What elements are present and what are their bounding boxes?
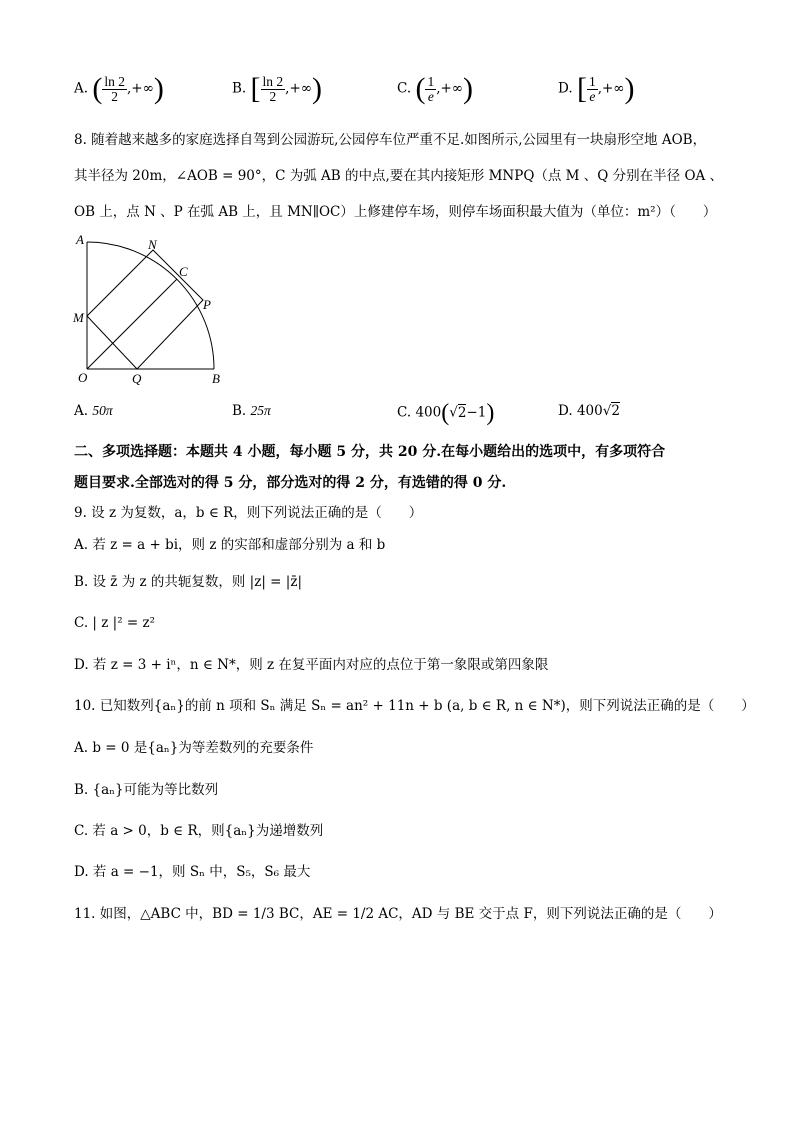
segment-oc (87, 279, 177, 369)
option-letter: A. (74, 80, 89, 97)
q7-option-c (397, 74, 473, 104)
option-letter: A. (74, 403, 89, 419)
label-n: N (148, 237, 157, 252)
fraction (261, 75, 286, 104)
option-letter: D. (558, 403, 573, 419)
close-paren: ) (463, 72, 474, 105)
q7-option-d (558, 74, 635, 104)
q8-option-b (232, 403, 271, 419)
fraction (425, 75, 436, 104)
label-b: B (212, 371, 220, 386)
q10-option-c: C. 若 a > 0，b ∈ R，则{aₙ}为递增数列 (74, 823, 324, 839)
q8-stem-line1: 8. 随着越来越多的家庭选择自驾到公园游玩,公园停车位严重不足.如图所示,公园里有一块扇形空地 AOB， (74, 132, 707, 148)
label-o: O (78, 370, 88, 385)
q9-option-d: D. 若 z = 3 + iⁿ，n ∈ N*，则 z 在复平面内对应的点位于第一象限或第四象限 (74, 657, 549, 673)
q8-stem-line2: 其半径为 20m，∠AOB = 90°，C 为弧 AB 的中点,要在其内接矩形 MNPQ（点 M 、Q 分别在半径 OA 、 (74, 168, 724, 184)
close-paren: ) (624, 72, 635, 105)
open-bracket: [ (250, 72, 261, 105)
fraction (102, 75, 127, 104)
interval-tail: ,+∞ (436, 80, 464, 97)
denominator: 2 (111, 88, 119, 104)
numerator: 1 (427, 73, 435, 89)
option-letter: C. (397, 80, 412, 97)
label-p: P (203, 297, 211, 312)
close-paren: ) (153, 72, 164, 105)
denominator: e (589, 88, 596, 104)
option-letter: C. (397, 404, 412, 421)
q8-stem-line3: OB 上，点 N 、P 在弧 AB 上，且 MN∥OC）上修建停车场，则停车场面积最大值为（单位：m²）（ ） (74, 204, 717, 220)
open-paren: ( (92, 72, 103, 105)
label-q: Q (132, 371, 142, 386)
option-letter: B. (232, 80, 247, 97)
numerator: ln 2 (104, 73, 125, 89)
section2-header-line2: 题目要求.全部选对的得 5 分，部分选对的得 2 分，有选错的得 0 分. (74, 475, 507, 491)
close-paren: ) (312, 72, 323, 105)
label-a: A (76, 232, 84, 247)
interval-tail: ,+∞ (597, 80, 625, 97)
close-paren: ) (486, 400, 495, 426)
q8-sector-figure (72, 232, 242, 392)
sqrt-sign: √ (449, 404, 458, 421)
q7-option-a (74, 74, 164, 104)
option-letter: B. (232, 403, 247, 419)
sqrt-sign: √ (602, 403, 612, 419)
minus-one: −1 (466, 404, 487, 421)
radicand: 2 (611, 403, 620, 419)
interval-tail: ,+∞ (126, 80, 154, 97)
denominator: 2 (269, 88, 277, 104)
q11-stem: 11. 如图，△ABC 中，BD = 1/3 BC，AE = 1/2 AC，AD 与 BE 交于点 F，则下列说法正确的是（ ） (74, 906, 722, 922)
label-m: M (73, 310, 84, 325)
q8-option-c (397, 398, 494, 428)
section2-header-line1: 二、多项选择题：本题共 4 小题，每小题 5 分，共 20 分.在每小题给出的选项中，有多项符合 (74, 444, 666, 460)
option-letter: D. (558, 80, 573, 97)
open-paren: ( (441, 400, 450, 426)
coefficient: 400 (576, 403, 603, 419)
q10-option-b: B. {aₙ}可能为等比数列 (74, 782, 219, 798)
coefficient: 400 (415, 404, 442, 421)
numerator: 1 (588, 73, 596, 89)
q8-option-a (74, 403, 113, 419)
label-c: C (179, 264, 188, 279)
q7-option-b (232, 74, 322, 104)
q10-option-a: A. b = 0 是{aₙ}为等差数列的充要条件 (74, 740, 314, 756)
q9-stem: 9. 设 z 为复数，a，b ∈ R，则下列说法正确的是（ ） (74, 505, 423, 521)
q8-option-d (558, 403, 620, 419)
q10-stem: 10. 已知数列{aₙ}的前 n 项和 Sₙ 满足 Sₙ = an² + 11n + b (a, b ∈ R, n ∈ N*)，则下列说法正确的是（ ） (74, 698, 755, 714)
denominator: e (427, 88, 434, 104)
option-value: 50π (92, 403, 113, 418)
radicand: 2 (457, 404, 467, 421)
open-bracket: [ (576, 72, 587, 105)
q9-option-b: B. 设 z̄ 为 z 的共轭复数，则 |z| = |z̄| (74, 574, 302, 590)
fraction (587, 75, 598, 104)
open-paren: ( (415, 72, 426, 105)
option-value: 25π (250, 403, 271, 418)
q9-option-c: C. | z |² = z² (74, 615, 156, 631)
q9-option-a: A. 若 z = a + bi，则 z 的实部和虚部分别为 a 和 b (74, 537, 386, 553)
q10-option-d: D. 若 a = −1，则 Sₙ 中，S₅，S₆ 最大 (74, 864, 311, 880)
numerator: ln 2 (262, 73, 284, 89)
interval-tail: ,+∞ (285, 80, 313, 97)
